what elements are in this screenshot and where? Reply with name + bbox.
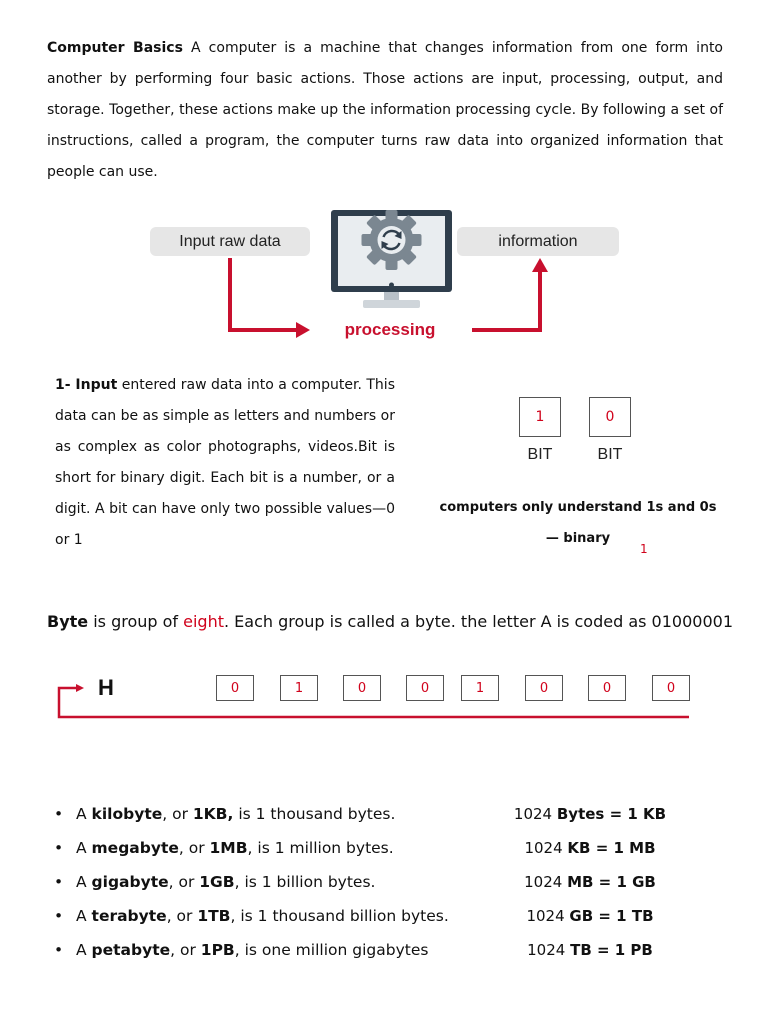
input-text: entered raw data into a computer. This data can be as simple as letters and numbers or as complex as color photographs, videos.Bit is short for binary digit. Each bit is a number, or a digit. A bit can have only two possible values—0 or 1 [55,377,395,548]
list-item: • A megabyte, or 1MB, is 1 million bytes. [52,831,502,865]
binary-note: computers only understand 1s and 0s — binary [439,500,717,546]
intro-heading: Computer Basics [47,40,183,56]
byte-bit-box: 1 [280,675,318,701]
list-item: • A gigabyte, or 1GB, is 1 billion bytes. [52,865,502,899]
bit-label-2: BIT [597,446,623,463]
list-item: • A petabyte, or 1PB, is one million gigabytes [52,933,502,967]
byte-bit-box: 0 [652,675,690,701]
conversion-list [510,797,670,967]
byte-bit-box: 0 [216,675,254,701]
input-heading: 1- Input [55,377,118,393]
conversion-item: 1024 KB = 1 MB [524,839,656,857]
conversion-item: 1024 TB = 1 PB [527,941,653,959]
byte-word: Byte [47,612,89,631]
list-item: • A terabyte, or 1TB, is 1 thousand billion bytes. [52,899,502,933]
conversion-item: 1024 MB = 1 GB [524,873,656,891]
unit-list [52,797,502,967]
bit-box-1: 1 [519,397,561,437]
return-arrowhead [76,684,84,692]
conversion-item: 1024 GB = 1 TB [526,907,654,925]
byte-text-a: is group of [88,612,184,631]
input-raw-data-label: Input raw data [179,232,281,250]
letter-h: H [98,675,114,700]
byte-bit-box: 1 [461,675,499,701]
processing-label: processing [344,320,436,339]
byte-bit-box: 0 [343,675,381,701]
byte-eight: eight [183,612,224,631]
byte-bit-box: 0 [406,675,444,701]
bit-label-1: BIT [527,446,553,463]
list-item: • A kilobyte, or 1KB, is 1 thousand bytes. [52,797,502,831]
byte-bit-box: 0 [525,675,563,701]
byte-text-b: . Each group is called a byte. the letter A is coded as 01000001 [224,612,733,631]
bit-box-2: 0 [589,397,631,437]
information-label: information [498,232,578,250]
stray-one-mark: 1 [640,542,648,556]
byte-bit-box: 0 [588,675,626,701]
conversion-item: 1024 Bytes = 1 KB [513,805,667,823]
intro-text: A computer is a machine that changes information from one form into another by performing four basic actions. Those actions are input, processing, output, and storage. Together, these actions make up the information processing cycle. By following a set of instructions, called a program, the computer turns raw data into organized information that people can use. [47,40,724,180]
